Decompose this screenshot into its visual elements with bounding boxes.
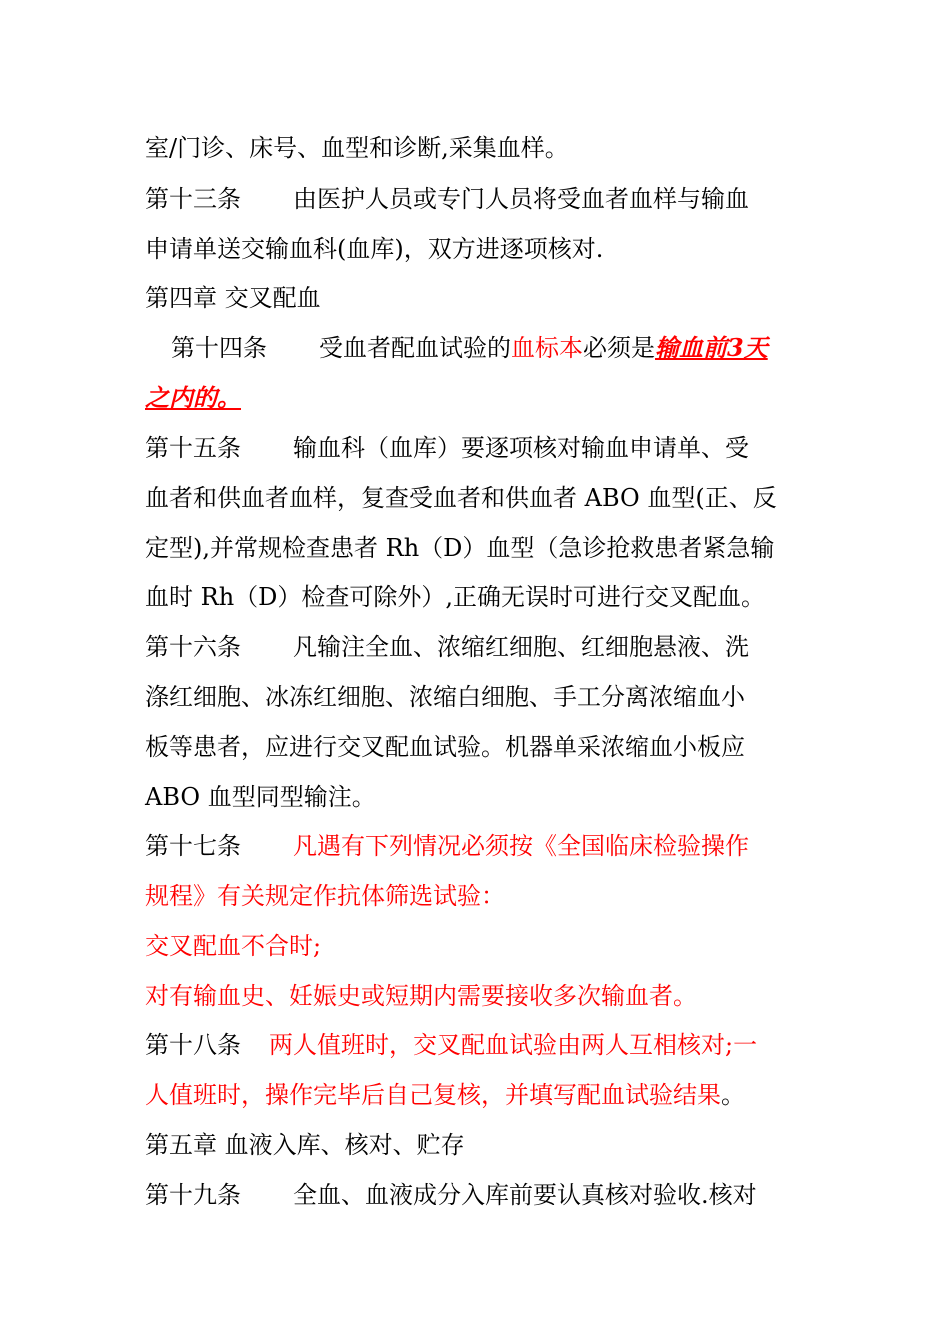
highlight-text: 两人值班时，交叉配血试验由两人互相核对;一 [269,1031,758,1059]
text-line [145,528,815,568]
highlight-text: 对有输血史、妊娠史或短期内需要接收多次输血者。 [145,982,697,1010]
article-text: 输血科（血库）要逐项核对输血申请单、受 [293,434,749,462]
text-line [145,677,815,717]
text-line [145,1075,815,1115]
emphasis-text: 输血前3天 [655,333,768,362]
text-line [145,577,815,617]
article-number: 第十三条 [145,185,241,213]
paragraph-text: ABO 血型同型输注。 [145,783,376,811]
chapter-heading [145,1125,815,1165]
article-text: 受血者配血试验的 [319,334,511,362]
highlight-text: 人值班时，操作完毕后自己复核，并填写配血试验结果 [145,1081,721,1109]
paragraph-text: 涤红细胞、冰冻红细胞、浓缩白细胞、手工分离浓缩血小 [145,683,745,711]
article-number: 第十八条 [145,1031,241,1059]
highlight-text: 血标本 [511,334,583,362]
paragraph-text: 血者和供血者血样，复查受血者和供血者 ABO 血型(正、反 [145,484,777,512]
text-line [145,876,815,916]
article-14 [145,328,815,368]
text-line [145,378,815,418]
chapter-title: 第四章 交叉配血 [145,284,321,312]
text-line [145,727,815,767]
article-number: 第十五条 [145,434,241,462]
chapter-heading [145,278,815,318]
article-13 [145,179,815,219]
text-line [145,478,815,518]
article-text: 必须是 [583,334,655,362]
paragraph-text: 血时 Rh（D）检查可除外）,正确无误时可进行交叉配血。 [145,583,766,611]
article-text: 全血、血液成分入库前要认真核对验收.核对 [293,1181,757,1209]
paragraph-text: 室/门诊、床号、血型和诊断,采集血样。 [145,134,569,162]
article-number: 第十六条 [145,633,241,661]
text-line [145,128,815,168]
text-line [145,976,815,1016]
text-line [145,777,815,817]
emphasis-text: 之内的。 [145,383,241,412]
highlight-text: 交叉配血不合时; [145,932,322,960]
paragraph-text: 板等患者，应进行交叉配血试验。机器单采浓缩血小板应 [145,733,745,761]
article-16 [145,627,815,667]
article-text: 凡输注全血、浓缩红细胞、红细胞悬液、洗 [293,633,749,661]
paragraph-text: 定型),并常规检查患者 Rh（D）血型（急诊抢救患者紧急输 [145,534,775,562]
article-19 [145,1175,815,1215]
text-line [145,229,815,269]
article-number: 第十四条 [171,334,267,362]
article-number: 第十九条 [145,1181,241,1209]
article-17 [145,826,815,866]
chapter-title: 第五章 血液入库、核对、贮存 [145,1131,465,1159]
article-15 [145,428,815,468]
paragraph-text: 。 [721,1081,745,1109]
article-number: 第十七条 [145,832,241,860]
text-line [145,926,815,966]
highlight-text: 凡遇有下列情况必须按《全国临床检验操作 [293,832,749,860]
article-18 [145,1025,815,1065]
highlight-text: 规程》有关规定作抗体筛选试验： [145,882,505,910]
article-text: 由医护人员或专门人员将受血者血样与输血 [293,185,749,213]
paragraph-text: 申请单送交输血科(血库)，双方进逐项核对. [145,235,604,263]
